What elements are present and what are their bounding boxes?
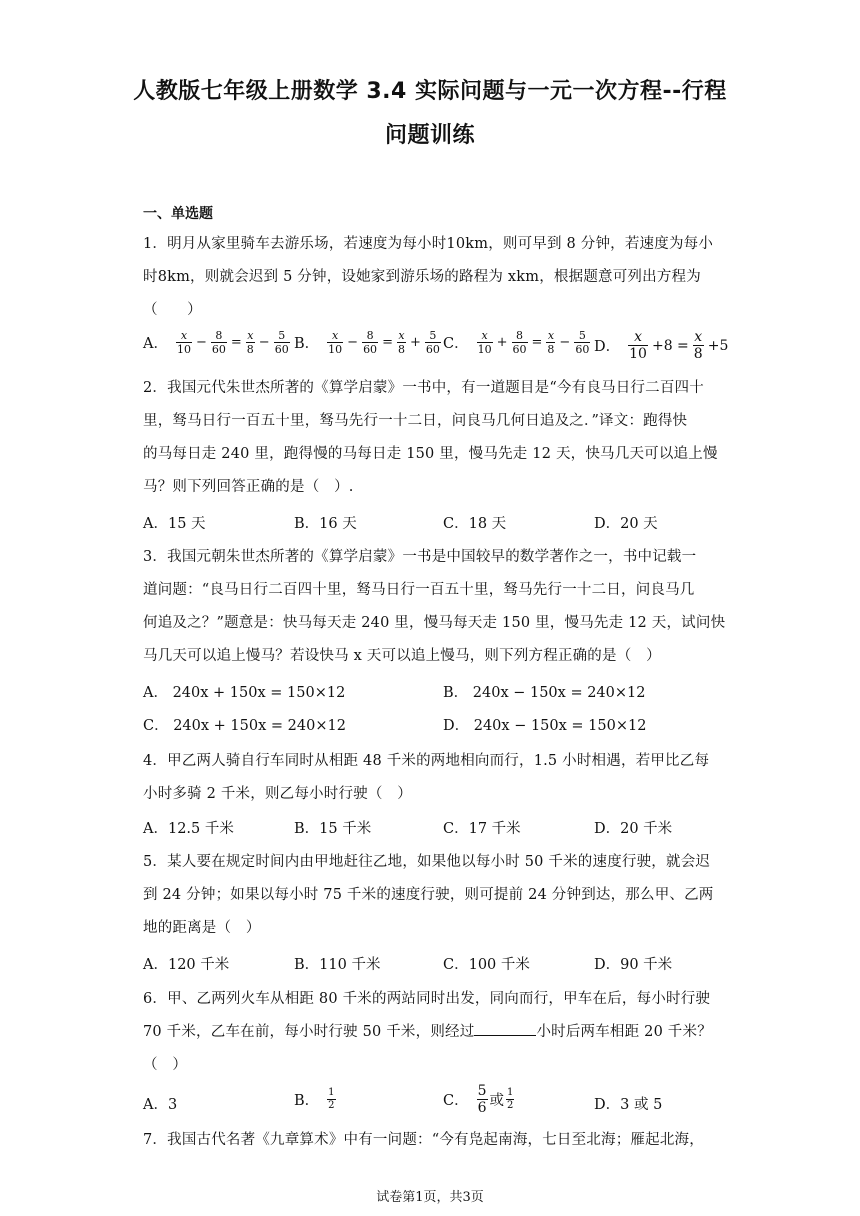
q1-option-d [594,330,730,361]
q4-option-a: A．12.5 千米 [143,821,234,837]
operator: − [559,335,571,350]
operator: = [230,335,242,350]
fraction: $\frac{8}{60}$ [512,329,527,356]
q6-option-c [443,1084,516,1115]
or-text: 或 [489,1093,505,1109]
q4-line1: 4．甲乙两人骑自行车同时从相距 48 千米的两地相向而行，1.5 小时相遇，若甲比乙每 [143,753,710,769]
fraction: $\frac{5}{60}$ [274,329,289,356]
q6-option-a: A．3 [143,1097,178,1113]
fraction: $\frac{5}{60}$ [575,329,590,356]
q2-line3: 的马每日走 240 里，跑得慢的马每日走 150 里，慢马先走 12 天，快马几天可以追上慢 [143,446,718,462]
q1-line3: （ ） [143,302,202,318]
q5-line2: 到 24 分钟；如果以每小时 75 千米的速度行驶，则可提前 24 分钟到达，那么甲、乙两 [143,887,714,903]
q2-option-b: B．16 天 [294,516,357,532]
q2-line2: 里，驽马日行一百五十里，驽马先行一十二日，问良马几何日追及之．”译文：跑得快 [143,413,688,429]
operator: +8 = [651,337,689,354]
q3-line1: 3．我国元朝朱世杰所著的《算学启蒙》一书是中国较早的数学著作之一，书中记载一 [143,549,697,565]
fraction: $\frac{5}{6}$ [477,1083,487,1116]
q3-line3: 何追及之？”题意是：快马每天走 240 里，慢马每天走 150 里，慢马先走 12 天，试问快 [143,615,726,631]
q4-line2: 小时多骑 2 千米，则乙每小时行驶（ ） [143,786,412,802]
q1-option-b [294,330,443,355]
q5-option-a: A．120 千米 [143,957,230,973]
option-label: B． [294,1093,320,1109]
operator: + [496,335,508,350]
q3-option-b: B． 240x − 150x = 240×12 [443,685,646,701]
q3-line2: 道问题：“良马日行二百四十里，驽马日行一百五十里，驽马先行一十二日，问良马几 [143,582,695,598]
q3-option-a: A． 240x + 150x = 150×12 [143,685,346,701]
q2-line1: 2．我国元代朱世杰所著的《算学启蒙》一书中，有一道题目是“今有良马日行二百四十 [143,380,704,396]
operator: +5 [707,337,729,354]
fraction: $\frac{5}{60}$ [425,329,440,356]
option-label: C． [443,336,469,352]
q6-option-b [294,1088,338,1111]
fraction: $\frac{x}{10}$ [328,329,343,356]
q6-line2 [143,1020,712,1041]
fraction: $\frac{x}{10}$ [176,329,191,356]
q5-option-d: D．90 千米 [594,957,673,973]
operator: − [195,335,207,350]
operator: − [347,335,359,350]
q5-line1: 5．某人要在规定时间内由甲地赶往乙地，如果他以每小时 50 千米的速度行驶，就会迟 [143,854,711,870]
operator: = [531,335,543,350]
section-heading: 一、单选题 [143,206,213,222]
q6-line2-start: 70 千米，乙车在前，每小时行驶 50 千米，则经过 [143,1024,475,1040]
q3-option-c: C． 240x + 150x = 240×12 [143,718,346,734]
fraction: $\frac{x}{8}$ [547,329,555,356]
q1-option-a [143,330,292,355]
fraction: $\frac{x}{10}$ [477,329,492,356]
q6-line1: 6．甲、乙两列火车从相距 80 千米的两站同时出发，同向而行，甲车在后，每小时行驶 [143,991,711,1007]
q2-line4: 马？则下列回答正确的是（ ）. [143,479,354,495]
fraction: $\frac{x}{8}$ [397,329,405,356]
q3-option-d: D． 240x − 150x = 150×12 [443,718,647,734]
fraction: $\frac{x}{10}$ [629,329,647,362]
q6-line3: （ ） [143,1057,188,1073]
option-label: B． [294,336,320,352]
document-title-line1: 人教版七年级上册数学 3.4 实际问题与一元一次方程--行程 [133,79,727,104]
q3-line4: 马几天可以追上慢马？若设快马 x 天可以追上慢马，则下列方程正确的是（ ） [143,648,661,664]
fraction: $\frac{x}{8}$ [246,329,254,356]
q6-option-d: D．3 或 5 [594,1097,663,1113]
q7-line1: 7．我国古代名著《九章算术》中有一问题：“今有凫起南海，七日至北海；雁起北海， [143,1132,704,1148]
q5-line3: 地的距离是（ ） [143,920,261,936]
operator: + [409,335,421,350]
q4-option-c: C．17 千米 [443,821,521,837]
q2-option-c: C．18 天 [443,516,507,532]
fraction: $\frac{8}{60}$ [363,329,378,356]
q5-option-c: C．100 千米 [443,957,530,973]
q1-line1: 1．明月从家里骑车去游乐场，若速度为每小时10km，则可早到 8 分钟，若速度为每小 [143,236,714,252]
document-title-line2: 问题训练 [384,123,475,148]
q5-option-b: B．110 千米 [294,957,381,973]
q4-option-b: B．15 千米 [294,821,372,837]
q2-option-d: D．20 天 [594,516,658,532]
q1-line2: 时8km，则就会迟到 5 分钟，设她家到游乐场的路程为 xkm，根据题意可列出方程为 [143,269,701,285]
fraction: $\frac{1}{2}$ [507,1087,514,1111]
answer-blank [474,1021,536,1036]
operator: − [258,335,270,350]
q2-option-a: A．15 天 [143,516,206,532]
operator: = [382,335,393,350]
q1-option-c [443,330,592,355]
option-label: D． [594,339,621,355]
fraction: $\frac{x}{8}$ [693,329,703,362]
fraction: $\frac{8}{60}$ [211,329,226,356]
q4-option-d: D．20 千米 [594,821,673,837]
fraction: $\frac{1}{2}$ [328,1087,335,1111]
page-footer: 试卷第1页，共3页 [376,1190,484,1205]
q6-line2-end: 小时后两车相距 20 千米？ [536,1024,712,1040]
option-label: A． [143,336,168,352]
option-label: C． [443,1093,469,1109]
